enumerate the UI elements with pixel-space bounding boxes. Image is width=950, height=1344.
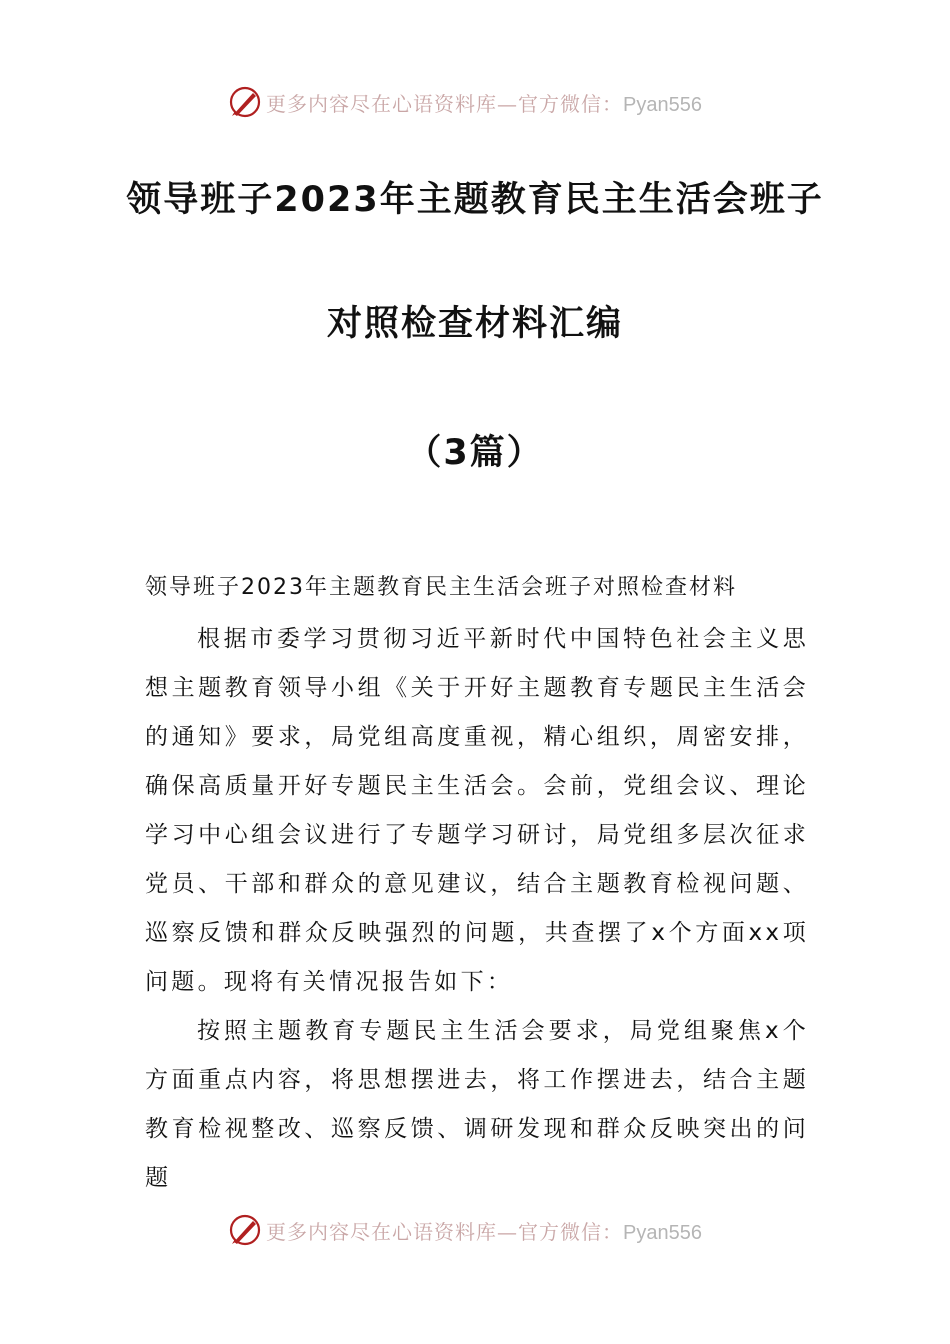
article-heading: 领导班子2023年主题教育民主生活会班子对照检查材料: [145, 575, 737, 600]
banner-text: 更多内容尽在心语资料库—官方微信：: [266, 91, 623, 116]
banner-text: 更多内容尽在心语资料库—官方微信：: [266, 1219, 623, 1244]
wechat-id: Pyan556: [623, 93, 702, 116]
pen-logo-icon: [228, 85, 262, 119]
header-banner: [0, 82, 950, 122]
paragraph-1: 根据市委学习贯彻习近平新时代中国特色社会主义思想主题教育领导小组《关于开好主题教育专题民主生活会的通知》要求，局党组高度重视，精心组织，周密安排，确保高质量开好专题民主生活会。会前，党组会议、理论学习中心组会议进行了专题学习研讨，局党组多层次征求党员、干部和群众的意见建议，结合主题教育检视问题、巡察反馈和群众反映强烈的问题，共查摆了x个方面xx项问题。现将有关情况报告如下：: [145, 626, 809, 995]
page-title-line2: 对照检查材料汇编: [326, 304, 623, 344]
wechat-id: Pyan556: [623, 1221, 702, 1244]
paragraph-2: 按照主题教育专题民主生活会要求，局党组聚焦x个方面重点内容，将思想摆进去，将工作摆进去，结合主题教育检视整改、巡察反馈、调研发现和群众反映突出的问题: [145, 1018, 809, 1191]
page-title-line1: 领导班子2023年主题教育民主生活会班子: [126, 180, 824, 220]
footer-banner: [0, 1210, 950, 1250]
page-title-count: （3篇）: [406, 433, 544, 473]
article-body: [145, 615, 809, 1203]
pen-logo-icon: [228, 1213, 262, 1247]
